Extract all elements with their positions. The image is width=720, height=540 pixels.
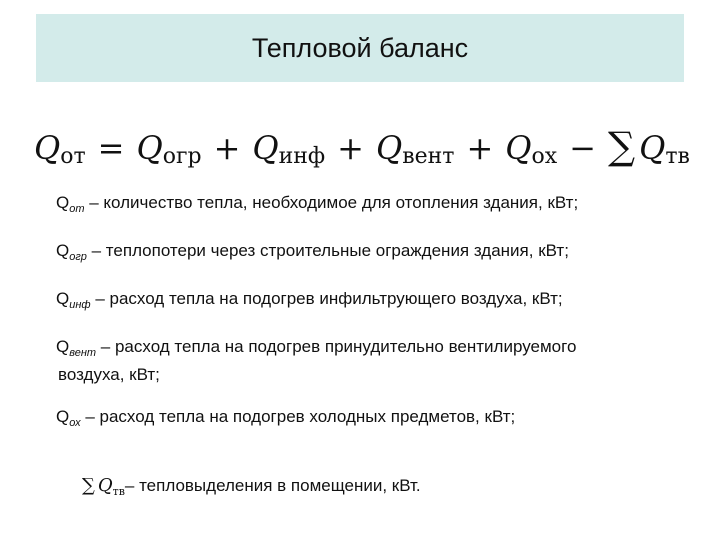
formula-q-ogr: $Q_{огр}$ — [136, 129, 202, 169]
heat-balance-formula — [34, 124, 704, 180]
formula-minus: − — [569, 129, 596, 167]
formula-q-tv: $Q_{тв}$ — [639, 129, 690, 169]
title-banner — [36, 14, 684, 82]
definition-symbol: $Q_{от}$ — [56, 193, 85, 215]
definition-text-continuation: воздуха, кВт; — [58, 365, 160, 384]
definition-q-ogr — [56, 240, 569, 268]
definition-text: – расход тепла на подогрев принудительно вентилируемого — [96, 337, 577, 356]
formula-q-inf: $Q_{инф}$ — [252, 129, 326, 169]
formula-plus: + — [466, 129, 494, 167]
definition-symbol: $Q_{инф}$ — [56, 289, 91, 311]
formula-q-lhs: $Q_{от}$ — [34, 129, 86, 169]
definition-text: – тепловыделения в помещении, кВт. — [124, 476, 421, 495]
definition-symbol: $Q_{огр}$ — [56, 241, 87, 263]
formula-q-vent: $Q_{вент}$ — [375, 129, 455, 169]
formula-plus: + — [213, 129, 241, 167]
definition-text: – количество тепла, необходимое для отопления здания, кВт; — [84, 193, 579, 212]
definition-q-vent — [56, 336, 576, 386]
definition-text: – расход тепла на подогрев холодных предметов, кВт; — [80, 407, 516, 426]
definition-symbol: $Q_{тв}$ — [97, 475, 125, 498]
definition-text: – теплопотери через строительные ограждения здания, кВт; — [86, 241, 569, 260]
definition-symbol: $Q_{ох}$ — [56, 407, 81, 429]
definition-symbol: $Q_{вент}$ — [56, 337, 97, 359]
definition-q-oh — [56, 406, 515, 434]
sum-symbol: ∑ — [82, 475, 95, 496]
page-title: Тепловой баланс — [251, 32, 469, 63]
formula-plus: + — [337, 129, 364, 167]
definition-q-ot — [56, 192, 578, 220]
definition-q-inf — [56, 288, 563, 316]
formula-sum-symbol: ∑ — [607, 124, 636, 168]
definition-text: – расход тепла на подогрев инфильтрующего воздуха, кВт; — [90, 289, 563, 308]
formula-equals: = — [97, 129, 125, 167]
formula-q-oh: $Q_{ох}$ — [505, 129, 558, 169]
definition-sum-q-tv — [82, 474, 421, 504]
